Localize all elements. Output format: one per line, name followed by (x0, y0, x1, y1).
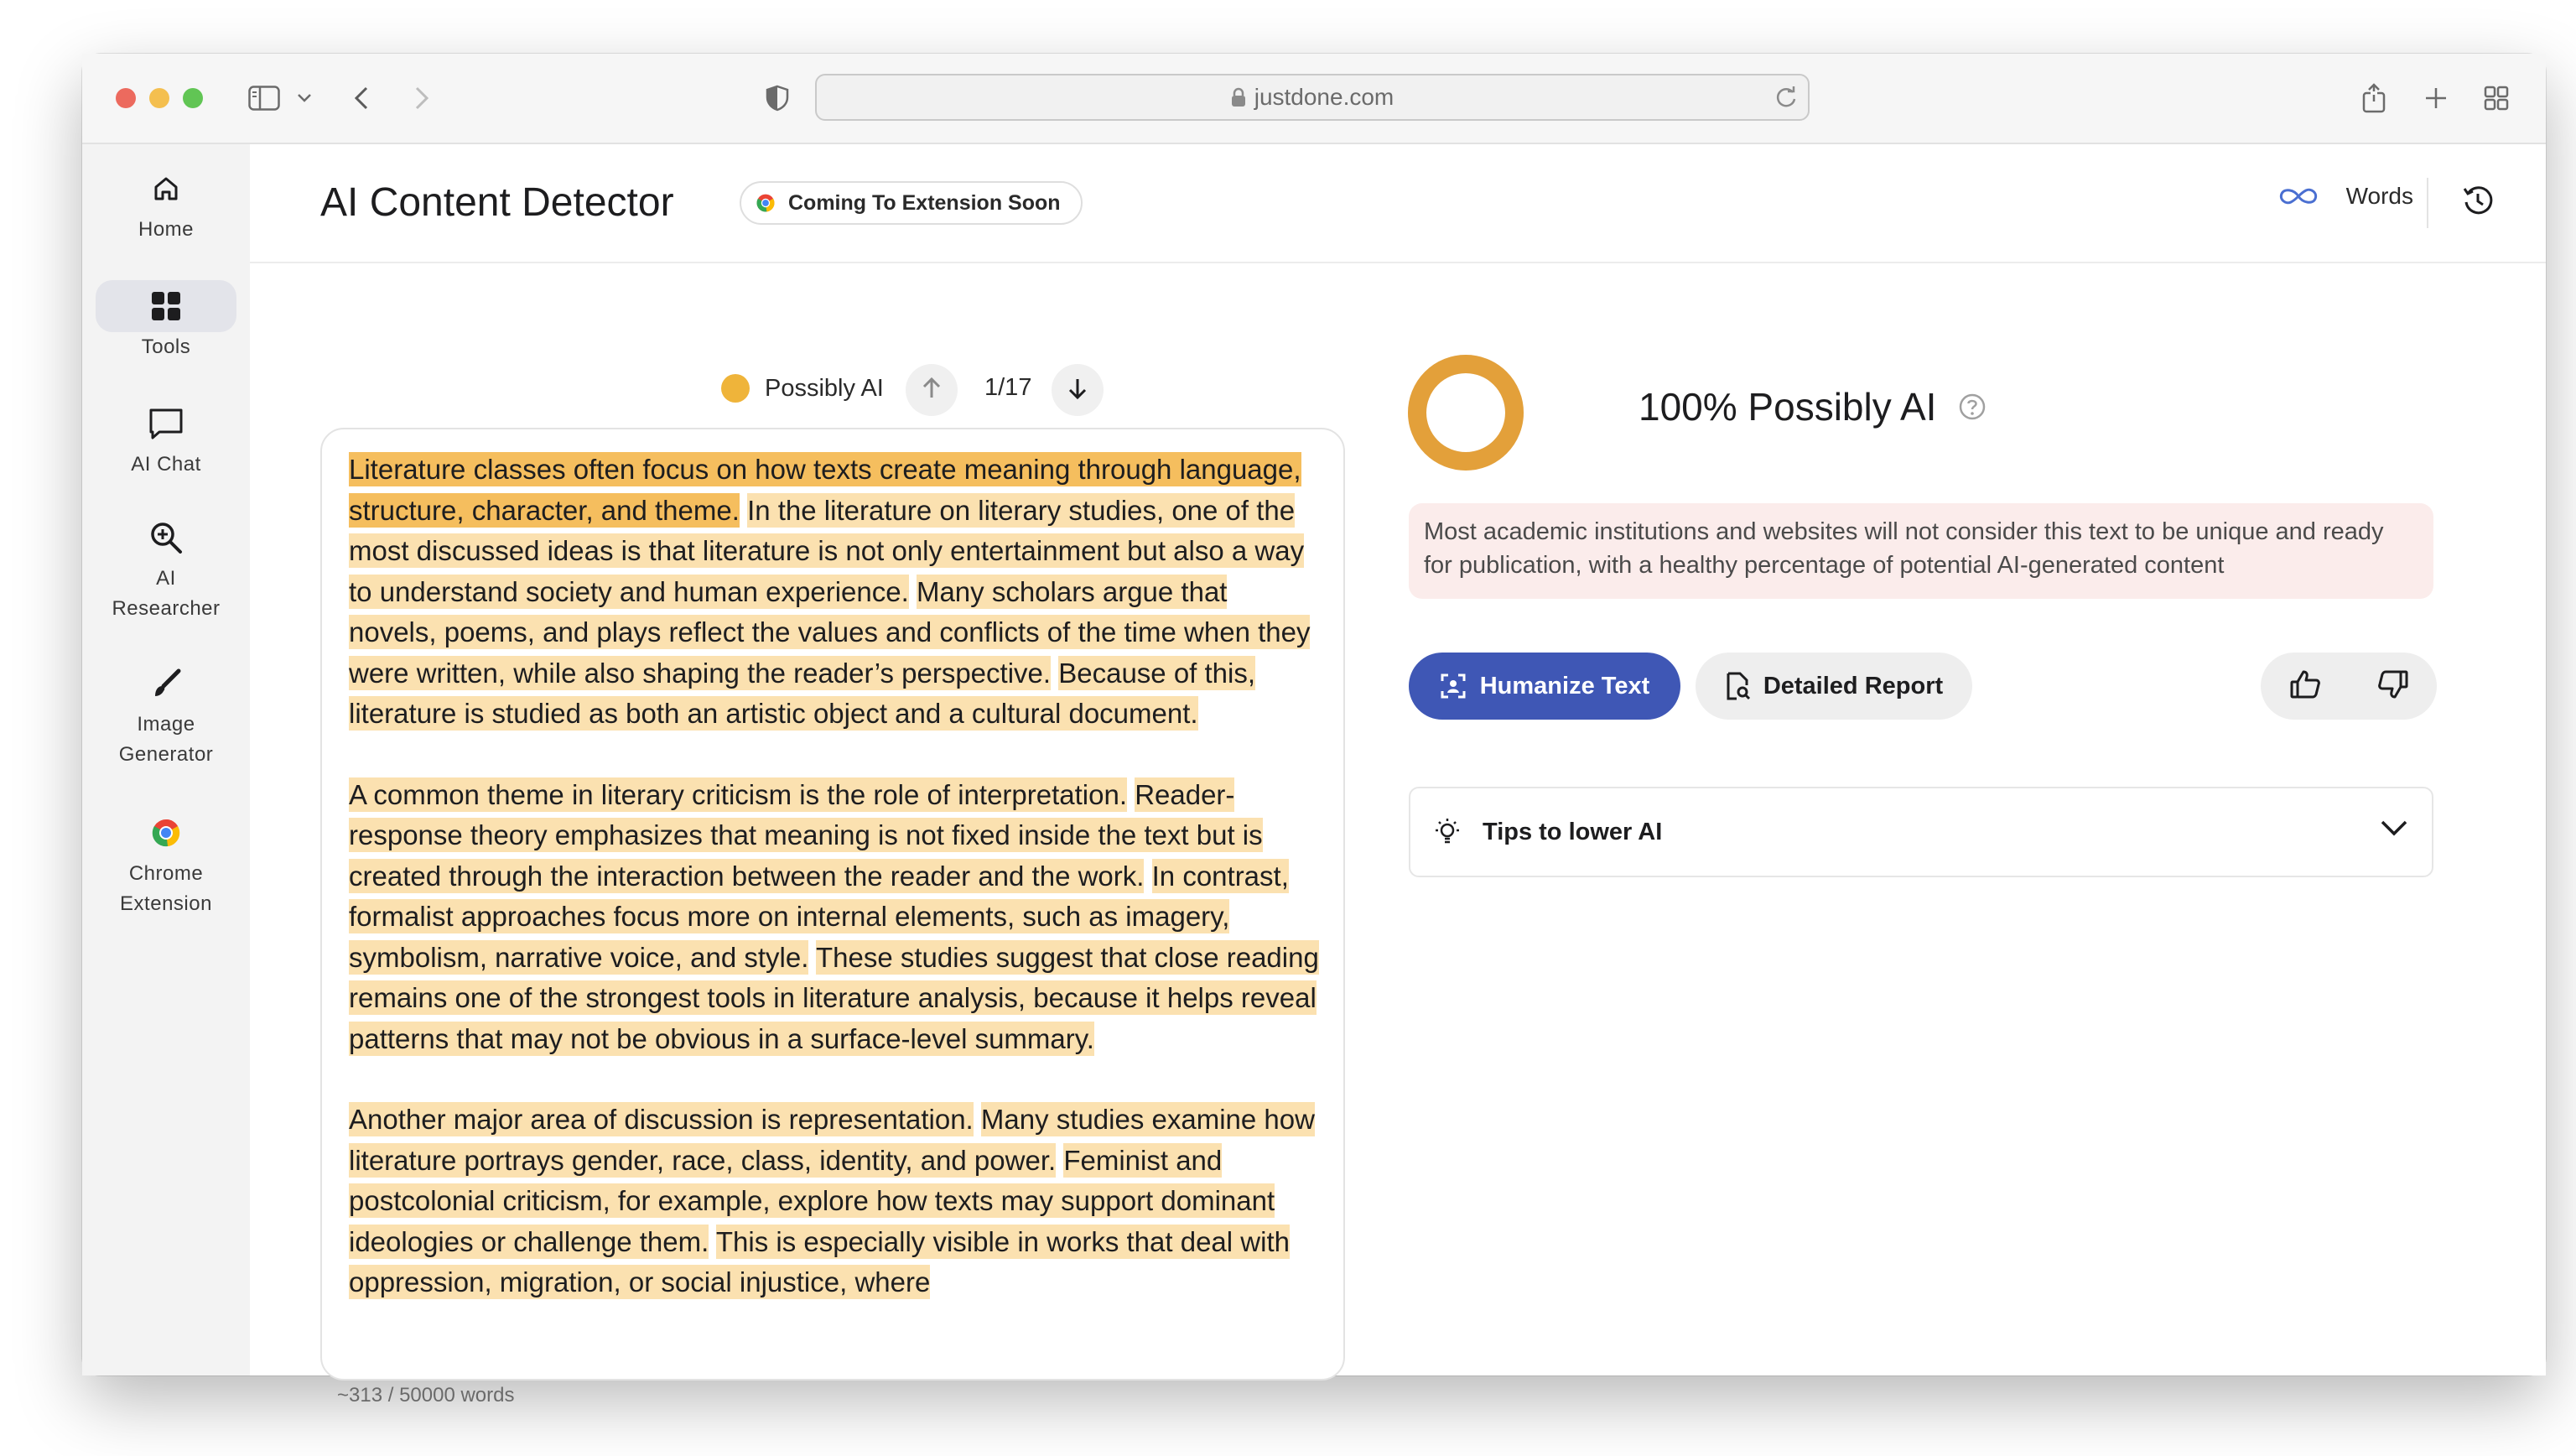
report-label: Detailed Report (1763, 672, 1944, 699)
browser-window (82, 54, 2546, 1407)
reload-icon[interactable] (1774, 86, 1798, 115)
arrow-down-icon (1067, 377, 1088, 404)
tab-overview-icon[interactable] (2479, 81, 2514, 116)
chat-icon (96, 398, 236, 450)
page-header (250, 144, 2546, 263)
thumbs-down-icon[interactable] (2377, 669, 2409, 704)
document-search-icon (1725, 672, 1750, 700)
ai-highlighted-sentence[interactable]: In the literature on literary studies, one of the most discussed ideas is that literature is not only entertainment but also a way to understand society and human experience. (349, 494, 1305, 607)
app-sidebar (82, 144, 250, 1375)
privacy-shield-icon[interactable] (760, 81, 795, 116)
url-text: justdone.com (1254, 84, 1394, 110)
lock-icon (1231, 87, 1246, 107)
words-label: Words (2345, 183, 2413, 209)
ai-highlighted-sentence[interactable]: In contrast, formalist approaches focus more on internal elements, such as imagery, symbolism, narrative voice, and style. (349, 860, 1289, 973)
brush-icon (96, 658, 236, 710)
search-icon (96, 512, 236, 564)
sidebar-label: Home (138, 218, 195, 241)
status-dot (721, 374, 750, 403)
chevron-down-icon[interactable] (287, 81, 322, 116)
tips-label: Tips to lower AI (1483, 819, 1663, 845)
editor-paragraph (349, 450, 1322, 735)
page-title: AI Content Detector (320, 180, 674, 225)
ai-score-title (1639, 384, 1987, 429)
text-gap (1051, 658, 1058, 689)
text-gap (1144, 861, 1151, 892)
browser-toolbar (82, 54, 2546, 144)
humanize-text-button[interactable] (1409, 653, 1680, 720)
ai-highlighted-sentence[interactable]: Literature classes often focus on how texts create meaning through language, structure, character, and theme. (349, 454, 1301, 526)
result-notice: Most academic institutions and websites will not consider this text to be unique and ready for publication, with a healthy percentage of potential AI-generated content (1409, 503, 2433, 599)
ai-highlighted-sentence[interactable]: Because of this, literature is studied as both an artistic object and a cultural document. (349, 657, 1256, 729)
humanize-label: Humanize Text (1479, 672, 1650, 699)
ai-highlighted-sentence[interactable]: Many scholars argue that novels, poems, and plays reflect the values and conflicts of the time when they were written, while also shaping the reader’s perspective. (349, 575, 1311, 689)
sidebar-label: AI (156, 567, 176, 590)
text-gap (974, 1104, 981, 1135)
sidebar-toggle-icon[interactable] (247, 81, 282, 116)
ai-status-indicator (721, 374, 884, 403)
status-label: Possibly AI (765, 374, 884, 402)
grid-icon (96, 280, 236, 332)
close-window-button[interactable] (116, 88, 136, 108)
infinity-icon (2277, 185, 2319, 207)
text-gap (808, 942, 816, 973)
home-icon (96, 163, 236, 215)
minimize-window-button[interactable] (149, 88, 169, 108)
thumbs-up-icon[interactable] (2289, 669, 2321, 704)
ai-highlighted-sentence[interactable]: These studies suggest that close reading remains one of the strongest tools in literature analysis, because it helps reveal patterns that may not be obvious in a surface-level summary. (349, 941, 1319, 1054)
sidebar-item-home[interactable] (82, 163, 250, 245)
history-icon (2461, 184, 2495, 221)
word-count: ~313 / 50000 words (337, 1384, 515, 1407)
ai-highlighted-sentence[interactable]: This is especially visible in works that deal with oppression, migration, or social injustice, where (349, 1225, 1290, 1297)
zoom-window-button[interactable] (183, 88, 203, 108)
words-counter[interactable] (2277, 183, 2413, 210)
sidebar-item-tools[interactable] (82, 280, 250, 362)
arrow-up-icon (922, 377, 942, 404)
sidebar-item-ai-researcher[interactable] (82, 512, 250, 624)
text-gap (1056, 1145, 1063, 1176)
sidebar-item-chrome-extension[interactable] (82, 807, 250, 919)
back-icon[interactable] (344, 81, 379, 116)
chevron-down-icon (2380, 819, 2408, 841)
sidebar-item-image-generator[interactable] (82, 658, 250, 770)
sidebar-label: Tools (141, 335, 191, 358)
sidebar-label: AI Chat (131, 453, 201, 476)
ai-highlighted-sentence[interactable]: Reader-response theory emphasizes that meaning is not fixed inside the text but is created through the interaction between the reader and the work. (349, 778, 1263, 892)
previous-highlight-button[interactable] (906, 364, 958, 416)
text-gap (740, 495, 747, 526)
highlight-navigator (250, 361, 1360, 419)
address-bar[interactable] (815, 74, 1810, 121)
detailed-report-button[interactable] (1696, 653, 1972, 720)
sidebar-label: Image (137, 713, 195, 736)
ai-highlighted-sentence[interactable]: A common theme in literary criticism is the role of interpretation. (349, 778, 1128, 810)
forward-icon[interactable] (404, 81, 439, 116)
sidebar-item-ai-chat[interactable] (82, 398, 250, 480)
text-gap (1127, 779, 1135, 810)
sidebar-label: Extension (120, 892, 212, 915)
scan-face-icon (1440, 673, 1467, 699)
next-highlight-button[interactable] (1052, 364, 1104, 416)
history-button[interactable] (2457, 181, 2499, 223)
ai-score-donut (1407, 354, 1524, 471)
text-gap (709, 1226, 716, 1257)
text-gap (909, 576, 917, 607)
new-tab-icon[interactable] (2418, 81, 2454, 116)
header-divider (2427, 178, 2428, 228)
text-editor[interactable] (320, 428, 1345, 1381)
editor-paragraph (349, 1100, 1322, 1303)
chrome-icon (96, 807, 236, 859)
editor-text[interactable] (349, 450, 1322, 1344)
sidebar-label: Chrome (128, 862, 204, 885)
lightbulb-icon (1431, 815, 1464, 853)
highlight-counter: 1/17 (984, 374, 1032, 401)
ai-highlighted-sentence[interactable]: Many studies examine how literature portrays gender, race, class, identity, and power. (349, 1104, 1315, 1176)
ai-highlighted-sentence[interactable]: Feminist and postcolonial criticism, for example, explore how texts may support dominant ideologies or challenge them. (349, 1144, 1275, 1257)
extension-badge[interactable] (740, 181, 1083, 225)
editor-paragraph (349, 775, 1322, 1060)
main-content (250, 144, 2546, 1407)
sidebar-label: Researcher (112, 597, 221, 620)
chrome-icon (755, 192, 776, 214)
help-icon[interactable] (1958, 393, 1987, 421)
badge-label: Coming To Extension Soon (788, 190, 1061, 215)
feedback-buttons (2261, 653, 2437, 720)
tips-accordion[interactable] (1409, 787, 2433, 877)
sidebar-label: Generator (118, 743, 214, 766)
ai-highlighted-sentence[interactable]: Another major area of discussion is representation. (349, 1104, 974, 1135)
score-text: 100% Possibly AI (1639, 385, 1937, 429)
share-icon[interactable] (2356, 81, 2392, 116)
